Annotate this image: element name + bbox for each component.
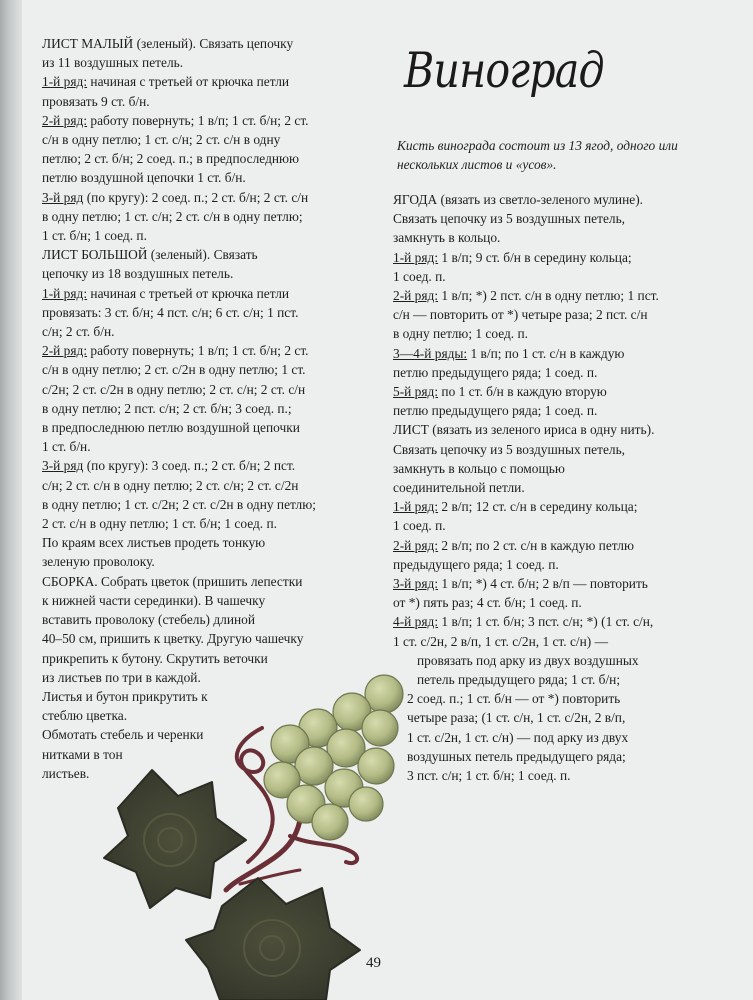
text-segment: 1 в/п; 9 ст. б/н в середину кольца; [438, 249, 632, 265]
text-segment: (по кругу): 3 соед. п.; 2 ст. б/н; 2 пст. [83, 458, 296, 474]
row-label: 3-й ряд [42, 458, 84, 474]
text-segment: СБОРКА. Собрать цветок (пришить лепестки [42, 573, 303, 589]
text-segment: листьев. [42, 765, 90, 781]
text-segment: По краям всех листьев продеть тонкую [42, 535, 266, 551]
row-label: 2-й ряд: [42, 112, 88, 128]
text-segment: провязать 9 ст. б/н. [42, 93, 150, 109]
text-segment: (по кругу): 2 соед. п.; 2 ст. б/н; 2 ст. с/н [83, 189, 309, 205]
crochet-grape-cluster [264, 675, 403, 840]
row-label: 1-й ряд: [393, 249, 439, 265]
text-segment: 2 в/п; 12 ст. с/н в середину кольца; [438, 499, 638, 515]
text-segment: нитками в тон [42, 746, 123, 762]
row-label: 3-й ряд [42, 189, 84, 205]
text-segment: 1 ст. с/2н, 1 ст. с/н) — под арку из двух [407, 729, 629, 745]
page-number: 49 [366, 955, 381, 971]
text-segment: стеблю цветка. [42, 708, 128, 724]
crochet-leaf-upper [104, 770, 246, 908]
text-segment: провязать под арку из двух воздушных [417, 652, 639, 668]
text-segment: в предпоследнюю петлю воздушной цепочки [42, 420, 300, 436]
row-label: 1-й ряд: [42, 285, 88, 301]
text-segment: петель предыдущего ряда; 1 ст. б/н; [417, 672, 621, 688]
text-segment: 1 ст. б/н; 1 соед. п. [42, 228, 147, 244]
text-segment: 1 соед. п. [393, 268, 446, 284]
text-segment: зеленую проволоку. [42, 554, 155, 570]
text-segment: в одну петлю; 1 ст. с/н; 2 ст. с/н в одну петлю; [42, 208, 303, 224]
text-segment: к нижней части серединки). В чашечку [42, 592, 266, 608]
text-segment: петлю предыдущего ряда; 1 соед. п. [393, 364, 598, 380]
text-segment: ЯГОДА (вязать из светло-зеленого мулине). [393, 192, 644, 207]
text-segment: ЛИСТ БОЛЬШОЙ (зеленый). Связать [42, 247, 258, 263]
text-segment: 2 ст. с/н в одну петлю; 1 ст. б/н; 1 соед. п. [42, 516, 278, 532]
text-segment: от *) пять раз; 4 ст. б/н; 1 соед. п. [393, 595, 582, 611]
text-segment: 1 в/п; *) 2 пст. с/н в одну петлю; 1 пст. [438, 288, 659, 304]
text-segment: 40–50 см, пришить к цветку. Другую чашечку [42, 631, 304, 647]
crochet-leaf-lower [186, 878, 360, 1000]
intro-line: Кисть винограда состоит из 13 ягод, одного или [397, 138, 678, 153]
row-label: 1-й ряд: [42, 74, 88, 90]
row-label: 1-й ряд: [393, 499, 439, 515]
text-segment: 3 пст. с/н; 1 ст. б/н; 1 соед. п. [407, 768, 571, 784]
text-segment: ЛИСТ (вязать из зеленого ириса в одну нить). [393, 422, 655, 438]
text-segment: прикрепить к бутону. Скрутить веточки [42, 650, 268, 666]
text-segment: 1 соед. п. [393, 518, 446, 534]
text-segment: 1 ст. б/н. [42, 439, 91, 455]
text-segment: петлю воздушной цепочки 1 ст. б/н. [42, 170, 246, 186]
text-segment: с/н; 2 ст. с/н в одну петлю; 2 ст. с/н; 2 ст. с/2н [42, 477, 299, 493]
text-segment: четыре раза; (1 ст. с/н, 1 ст. с/2н, 2 в/п, [407, 710, 626, 726]
text-segment: Листья и бутон прикрутить к [42, 688, 208, 704]
text-segment: по 1 ст. б/н в каждую вторую [438, 384, 607, 400]
text-segment: в одну петлю; 2 пст. с/н; 2 ст. б/н; 3 соед. п.; [42, 400, 292, 416]
text-segment: петлю; 2 ст. б/н; 2 соед. п.; в предпоследнюю [42, 151, 300, 167]
text-segment: с/н в одну петлю; 1 ст. с/н; 2 ст. с/н в одну [42, 132, 281, 148]
text-segment: вставить проволоку (стебель) длиной [42, 612, 256, 628]
text-segment: работу повернуть; 1 в/п; 1 ст. б/н; 2 ст. [87, 112, 309, 128]
text-segment: работу повернуть; 1 в/п; 1 ст. б/н; 2 ст. [87, 343, 309, 359]
text-segment: 2 в/п; по 2 ст. с/н в каждую петлю [438, 537, 634, 553]
row-label: 2-й ряд: [393, 288, 439, 304]
page-title: Виноград [404, 42, 604, 99]
text-segment: из листьев по три в каждой. [42, 669, 201, 685]
text-segment: с/н — повторить от *) четыре раза; 2 пст. с/н [393, 307, 648, 323]
text-segment: провязать: 3 ст. б/н; 4 пст. с/н; 6 ст. с/н; 1 пст. [42, 304, 299, 320]
grape-stem-branch [290, 836, 357, 863]
text-segment: петлю предыдущего ряда; 1 соед. п. [393, 403, 598, 419]
row-label: 5-й ряд: [393, 384, 439, 400]
text-segment: предыдущего ряда; 1 соед. п. [393, 556, 559, 572]
text-segment: Связать цепочку из 5 воздушных петель, [393, 441, 626, 457]
text-segment: замкнуть в кольцо с помощью [393, 460, 565, 476]
text-segment: цепочку из 18 воздушных петель. [42, 266, 234, 282]
text-segment: начиная с третьей от крючка петли [87, 285, 290, 301]
text-segment: воздушных петель предыдущего ряда; [407, 748, 626, 764]
text-segment: замкнуть в кольцо. [393, 230, 501, 246]
text-segment: 1 в/п; по 1 ст. с/н в каждую [467, 345, 625, 361]
text-segment: ЛИСТ МАЛЫЙ (зеленый). Связать цепочку [42, 36, 294, 51]
text-segment: 1 в/п; *) 4 ст. б/н; 2 в/п — повторить [438, 576, 648, 592]
text-segment: из 11 воздушных петель. [42, 55, 184, 71]
intro-line: нескольких листов и «усов». [397, 157, 557, 172]
text-segment: в одну петлю; 1 соед. п. [393, 326, 529, 342]
row-label: 4-й ряд: [393, 614, 439, 630]
row-label: 3-й ряд: [393, 576, 439, 592]
text-segment: Связать цепочку из 5 воздушных петель, [393, 211, 626, 227]
text-segment: с/н; 2 ст. б/н. [42, 324, 115, 340]
text-segment: соединительной петли. [393, 480, 525, 496]
row-label: 2-й ряд: [393, 537, 439, 553]
text-segment: с/2н; 2 ст. с/2н в одну петлю; 2 ст. с/н; 2 ст. с/н [42, 381, 306, 397]
row-label: 2-й ряд: [42, 343, 88, 359]
text-segment: в одну петлю; 1 ст. с/2н; 2 ст. с/2н в одну петлю; [42, 496, 316, 512]
text-segment: начиная с третьей от крючка петли [87, 74, 290, 90]
text-segment: 2 соед. п.; 1 ст. б/н — от *) повторить [407, 691, 621, 707]
row-label: 3—4-й ряды: [393, 345, 468, 361]
text-segment: 1 в/п; 1 ст. б/н; 3 пст. с/н; *) (1 ст. с/н, [438, 614, 654, 630]
text-segment: Обмотать стебель и черенки [42, 727, 204, 743]
text-segment: с/н в одну петлю; 2 ст. с/2н в одну петлю; 1 ст. [42, 362, 306, 378]
text-segment: 1 ст. с/2н, 2 в/п, 1 ст. с/2н, 1 ст. с/н) — [393, 633, 608, 649]
